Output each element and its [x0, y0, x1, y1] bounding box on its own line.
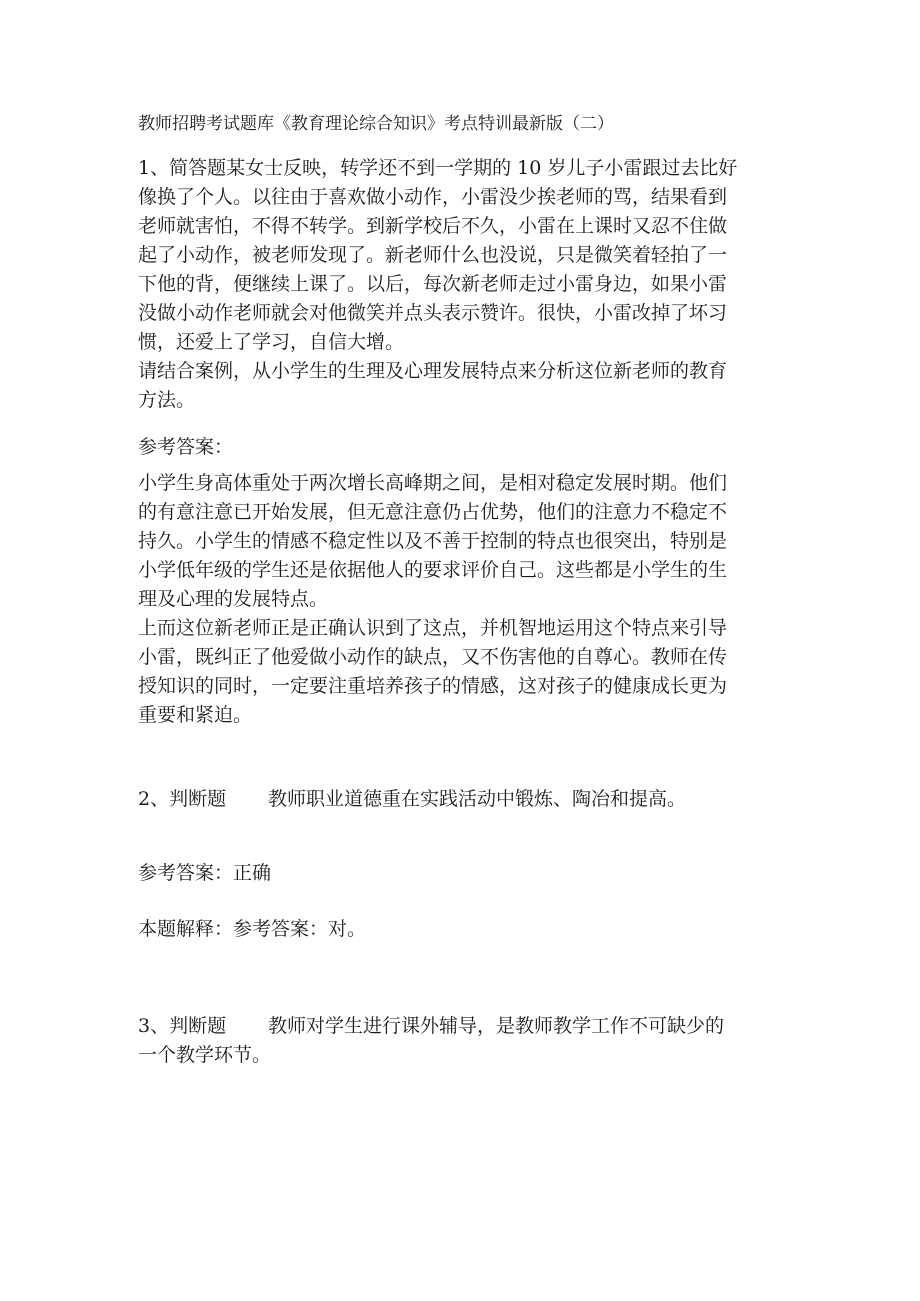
q1-answer-line: 理及心理的发展特点。: [138, 588, 329, 610]
document-title: 教师招聘考试题库《教育理论综合知识》考点特训最新版（二）: [138, 114, 614, 134]
q3-text: 教师对学生进行课外辅导，是教师教学工作不可缺少的: [268, 1015, 725, 1037]
q2-explanation: 本题解释：参考答案：对。: [138, 918, 367, 940]
q1-line: 没做小动作老师就会对他微笑并点头表示赞许。很快，小雷改掉了坏习: [138, 302, 728, 324]
q3-number: 3、判断题: [138, 1015, 227, 1037]
q1-line: 惯，还爱上了学习，自信大增。: [138, 331, 405, 353]
q1-answer-line: 授知识的同时，一定要注重培养孩子的情感，这对孩子的健康成长更为: [138, 675, 728, 697]
q1-answer-line: 小雷，既纠正了他爱做小动作的缺点，又不伤害他的自尊心。教师在传: [138, 646, 728, 668]
q2-text: 教师职业道德重在实践活动中锻炼、陶冶和提高。: [268, 788, 687, 810]
q1-prompt-line: 方法。: [138, 389, 196, 411]
q1-line: 起了小动作，被老师发现了。新老师什么也没说，只是微笑着轻拍了一: [138, 244, 728, 266]
q1-answer-line: 上而这位新老师正是正确认识到了这点，并机智地运用这个特点来引导: [138, 617, 728, 639]
q1-answer-line: 的有意注意已开始发展，但无意注意仍占优势，他们的注意力不稳定不: [138, 501, 728, 523]
q3-row: [138, 1012, 768, 1070]
q1-answer-line: 小学生身高体重处于两次增长高峰期之间，是相对稳定发展时期。他们: [138, 472, 728, 494]
q1-answer-label: 参考答案：: [138, 436, 234, 458]
q1-answer-line: 持久。小学生的情感不稳定性以及不善于控制的特点也很突出，特别是: [138, 530, 728, 552]
q1-body: [138, 154, 768, 415]
q1-line: 老师就害怕，不得不转学。到新学校后不久，小雷在上课时又忍不住做: [138, 215, 728, 237]
q1-line: 下他的背，便继续上课了。以后，每次新老师走过小雷身边，如果小雷: [138, 273, 728, 295]
q3-text-line2: 一个教学环节。: [138, 1044, 272, 1066]
q2-answer: 参考答案：正确: [138, 862, 272, 884]
q1-answer: [138, 469, 768, 730]
q3-line: [138, 1012, 768, 1041]
q2-row: [138, 785, 768, 814]
q1-line: 1、简答题某女士反映，转学还不到一学期的 10 岁儿子小雷跟过去比好: [138, 157, 738, 179]
q1-line: 像换了个人。以往由于喜欢做小动作，小雷没少挨老师的骂，结果看到: [138, 186, 728, 208]
q1-answer-line: 小学低年级的学生还是依据他人的要求评价自己。这些都是小学生的生: [138, 559, 728, 581]
q2-number: 2、判断题: [138, 788, 227, 810]
q1-prompt-line: 请结合案例，从小学生的生理及心理发展特点来分析这位新老师的教育: [138, 360, 728, 382]
q1-answer-line: 重要和紧迫。: [138, 704, 253, 726]
